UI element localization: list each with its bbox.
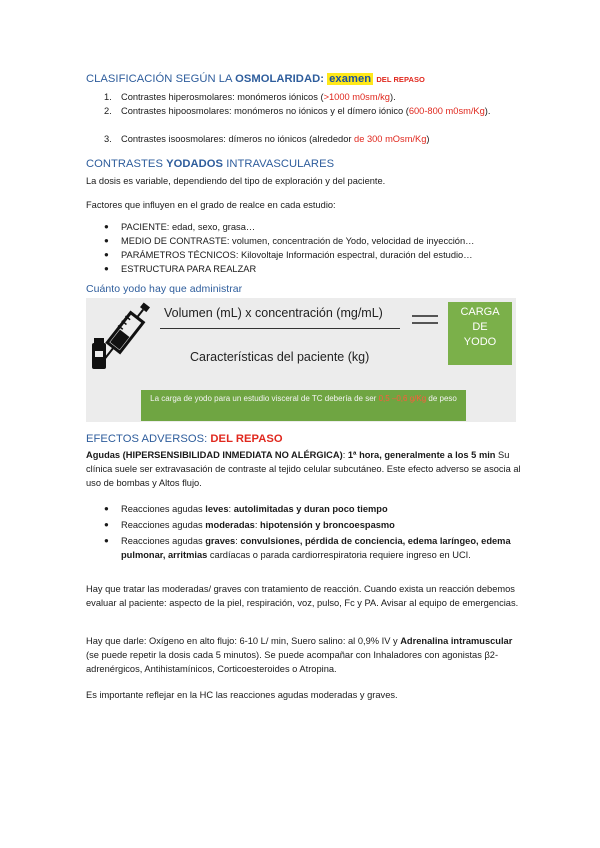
box-line: YODO: [463, 336, 497, 348]
item-number: 2.: [104, 106, 112, 116]
formula-denominator: Características del paciente (kg): [190, 350, 370, 364]
heading-bold: YODADOS: [166, 158, 224, 170]
item-number: 1.: [104, 92, 112, 102]
note-text-end: de peso: [426, 394, 457, 403]
paragraph: Es importante reflejar en la HC las reacciones agudas moderadas y graves.: [86, 690, 398, 700]
bullet-text: PACIENTE: edad, sexo, grasa…: [121, 222, 256, 232]
repaso-tag: DEL REPASO: [210, 433, 283, 445]
bullet-icon: ●: [104, 222, 109, 231]
item-end: ): [426, 134, 430, 144]
item-end: ).: [389, 92, 396, 102]
heading-efectos-adversos: [86, 433, 283, 445]
item-text: [121, 104, 521, 118]
heading-text-end: INTRAVASCULARES: [223, 158, 335, 170]
item-body: Contrastes hipoosmolares: monómeros no iónicos y el dímero iónico (: [121, 106, 409, 116]
paragraph: [86, 448, 526, 490]
bold-text: convulsiones, pérdida de conciencia, edema laríngeo, edema pulmonar, arritmias: [121, 536, 511, 560]
bold-text: Agudas (HIPERSENSIBILIDAD INMEDIATA NO ALÉRGICA): [86, 450, 343, 460]
bullet-icon: ●: [104, 504, 109, 513]
item-value: >1000 m0sm/kg: [323, 92, 390, 102]
item-text: [121, 132, 521, 146]
bold-text: moderadas: [205, 520, 255, 530]
paragraph: [86, 634, 526, 676]
bullet-icon: ●: [104, 536, 109, 545]
bullet-text: ESTRUCTURA PARA REALZAR: [121, 264, 257, 274]
bullet-text: [121, 518, 524, 532]
heading-bold: OSMOLARIDAD:: [235, 73, 324, 85]
text: :: [235, 536, 241, 546]
bullet-icon: ●: [104, 520, 109, 529]
bold-text: leves: [205, 504, 229, 514]
bullet-icon: ●: [104, 236, 109, 245]
text: Reacciones agudas: [121, 504, 206, 514]
box-line: CARGA: [460, 306, 500, 318]
box-line: DE: [472, 321, 488, 333]
note-text: La carga de yodo para un estudio visceral de TC debería de ser: [150, 394, 379, 403]
paragraph: Hay que tratar las moderadas/ graves con tratamiento de reacción. Cuando exista un reacción debemos evaluar al paciente: aspecto de la piel, respiración, voz, pulso, Fc y PA. Avisar al equipo de emergencias.: [86, 584, 519, 608]
bold-text: Adrenalina intramuscular: [400, 636, 513, 646]
bold-text: hipotensión y broncoespasmo: [260, 520, 395, 530]
item-value: 600-800 m0sm/Kg: [408, 106, 485, 116]
bullet-text: PARÁMETROS TÉCNICOS: Kilovoltaje Información espectral, duración del estudio…: [121, 250, 473, 260]
item-body: Contrastes isoosmolares: dímeros no iónicos (alrededor: [121, 134, 355, 144]
iodine-formula-banner: [86, 298, 516, 422]
iodine-load-box: [448, 302, 512, 365]
paragraph: La dosis es variable, dependiendo del tipo de exploración y del paciente.: [86, 176, 386, 186]
formula-numerator: Volumen (mL) x concentración (mg/mL): [164, 306, 383, 320]
repaso-tag: DEL REPASO: [376, 75, 425, 84]
syringe-icon: [86, 298, 156, 383]
item-body: Contrastes hiperosmolares: monómeros iónicos (: [121, 92, 324, 102]
bold-text: graves: [205, 536, 236, 546]
text: :: [228, 504, 234, 514]
text: Reacciones agudas: [121, 536, 206, 546]
heading-text: CLASIFICACIÓN SEGÚN LA: [86, 73, 236, 85]
item-end: ).: [484, 106, 491, 116]
bullet-text: MEDIO DE CONTRASTE: volumen, concentración de Yodo, velocidad de inyección…: [121, 236, 475, 246]
item-value: de 300 mOsm/Kg: [354, 134, 427, 144]
item-text: [121, 90, 521, 104]
bullet-text: [121, 534, 524, 562]
text: Reacciones agudas: [121, 520, 206, 530]
bold-text: autolimitadas y duran poco tiempo: [233, 504, 388, 514]
bold-text: 1ª hora, generalmente a los 5 min: [347, 450, 496, 460]
paragraph: Factores que influyen en el grado de realce en cada estudio:: [86, 200, 336, 210]
heading-yodados: [86, 158, 334, 170]
fraction-bar: [160, 328, 400, 329]
text: :: [254, 520, 261, 530]
item-number: 3.: [104, 134, 112, 144]
note-value: 0,5 –0,6 g/Kg: [378, 394, 427, 403]
bullet-icon: ●: [104, 264, 109, 273]
heading-osmolaridad: [86, 73, 425, 85]
dose-note: [141, 390, 466, 421]
heading-text: CONTRASTES: [86, 158, 167, 170]
heading-text: EFECTOS ADVERSOS:: [86, 433, 211, 445]
heading-cuanto-yodo: Cuánto yodo hay que administrar: [86, 283, 243, 295]
text: :: [342, 450, 348, 460]
text: Hay que darle: Oxígeno en alto flujo: 6-10 L/ min, Suero salino: al 0,9% IV y: [86, 636, 401, 646]
text: (se puede repetir la dosis cada 5 minutos). Se puede acompañar con Inhaladores con agonistas β2-adrenérgicos, Antihistamínicos, Corticoesteroides o Atropina.: [86, 650, 499, 674]
equals-icon: [412, 311, 438, 327]
exam-highlight: examen: [329, 73, 372, 85]
text: cardíacas o parada cardiorrespiratoria requiere ingreso en UCI.: [207, 550, 471, 560]
text: Su clínica suele ser extravasación de contraste al tejido celular subcutáneo. Este efecto adverso se asocia al uso de bombas y Altos flujo.: [86, 450, 521, 488]
bullet-text: [121, 502, 524, 516]
bullet-icon: ●: [104, 250, 109, 259]
